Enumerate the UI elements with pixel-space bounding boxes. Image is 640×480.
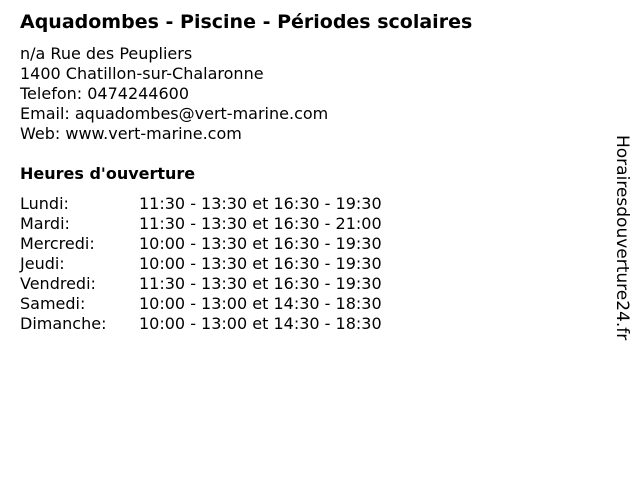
hours-row-saturday [20, 294, 440, 314]
day-label: Jeudi: [20, 254, 65, 273]
page-title: Aquadombes - Piscine - Périodes scolaires [20, 11, 473, 33]
day-label: Dimanche: [20, 314, 107, 333]
hours-row-monday [20, 194, 440, 214]
contact-info [20, 44, 328, 144]
address-line-city: 1400 Chatillon-sur-Chalaronne [20, 64, 264, 83]
hours-heading: Heures d'ouverture [20, 164, 196, 183]
day-label: Vendredi: [20, 274, 96, 293]
day-label: Samedi: [20, 294, 86, 313]
email-text: Email: aquadombes@vert-marine.com [20, 104, 329, 123]
day-label: Mercredi: [20, 234, 95, 253]
hours-row-sunday [20, 314, 440, 334]
time-range: 11:30 - 13:30 et 16:30 - 19:30 [139, 274, 382, 293]
time-range: 10:00 - 13:30 et 16:30 - 19:30 [139, 234, 382, 253]
hours-row-thursday [20, 254, 440, 274]
time-range: 10:00 - 13:30 et 16:30 - 19:30 [139, 254, 382, 273]
time-range: 11:30 - 13:30 et 16:30 - 21:00 [139, 214, 382, 233]
site-watermark-label: Horairesdouverture24.fr [612, 135, 632, 341]
phone-text: Telefon: 0474244600 [20, 84, 190, 103]
time-range: 11:30 - 13:30 et 16:30 - 19:30 [139, 194, 382, 213]
hours-row-tuesday [20, 214, 440, 234]
day-label: Lundi: [20, 194, 69, 213]
hours-table [20, 194, 440, 334]
time-range: 10:00 - 13:00 et 14:30 - 18:30 [139, 294, 382, 313]
hours-row-wednesday [20, 234, 440, 254]
address-line-street: n/a Rue des Peupliers [20, 44, 193, 63]
hours-row-friday [20, 274, 440, 294]
time-range: 10:00 - 13:00 et 14:30 - 18:30 [139, 314, 382, 333]
day-label: Mardi: [20, 214, 70, 233]
web-text: Web: www.vert-marine.com [20, 124, 242, 143]
